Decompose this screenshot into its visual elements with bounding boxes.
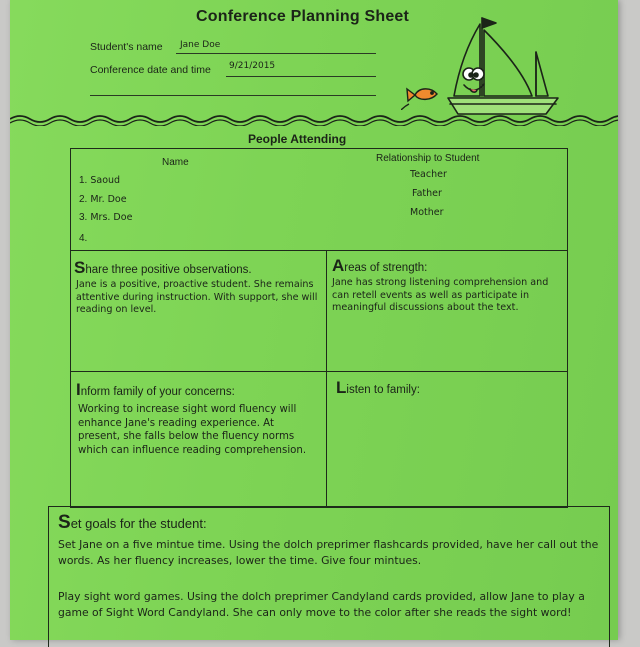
share-observations-heading: Share three positive observations. [74,258,252,277]
student-name-value: Jane Doe [180,40,221,50]
attendee-row: 1. Saoud [79,175,121,186]
blank-line [90,95,376,96]
conference-date-line [226,76,376,77]
relationship-column-header: Relationship to Student [376,153,480,164]
wave-divider [10,112,618,126]
attendee-relationship: Teacher [410,169,447,180]
listen-to-family-heading: Listen to family: [336,378,420,397]
inform-concerns-text: Working to increase sight word fluency will enhance Jane's reading experience. At present, she falls below the fluency norms which can influence reading comprehension. [78,404,307,456]
attendee-row: 3. Mrs. Doe [79,212,133,223]
attendee-relationship: Mother [410,207,444,218]
conference-date-label: Conference date and time [90,64,211,76]
goals-paragraph-1: Set Jane on a five mintue time. Using the dolch preprimer flashcards provided, have her call out the words. As her fluency increases, lower the time. Give four mintues. [58,538,599,567]
grid-divider-vertical [326,250,327,506]
conference-date-value: 9/21/2015 [229,61,276,71]
inform-concerns-heading: Inform family of your concerns: [76,380,235,399]
goals-heading: Set goals for the student: [58,512,207,533]
share-observations-text: Jane is a positive, proactive student. She remains attentive during instruction. With support, she will reading on level. [76,279,318,315]
attending-title: People Attending [248,132,347,146]
areas-of-strength-heading: Areas of strength: [332,256,428,275]
planning-sheet [10,0,618,640]
goals-paragraph-2: Play sight word games. Using the dolch preprimer Candyland cards provided, allow Jane to play a game of Sight Word Candyland. She can only move to the color after she reads the sight word! [58,590,585,619]
areas-of-strength-text: Jane has strong listening comprehension and can retell events as well as participate in meaningful discussions about the text. [332,277,549,313]
attendee-row: 4. [79,233,88,244]
attendee-relationship: Father [412,188,442,199]
attending-box [70,148,568,251]
attendee-row: 2. Mr. Doe [79,194,127,205]
student-name-label: Student's name [90,41,163,53]
page-title: Conference Planning Sheet [196,8,410,25]
grid-divider-horizontal [70,371,568,372]
name-column-header: Name [162,157,189,168]
student-name-line [176,53,376,54]
fish-icon [401,80,443,110]
